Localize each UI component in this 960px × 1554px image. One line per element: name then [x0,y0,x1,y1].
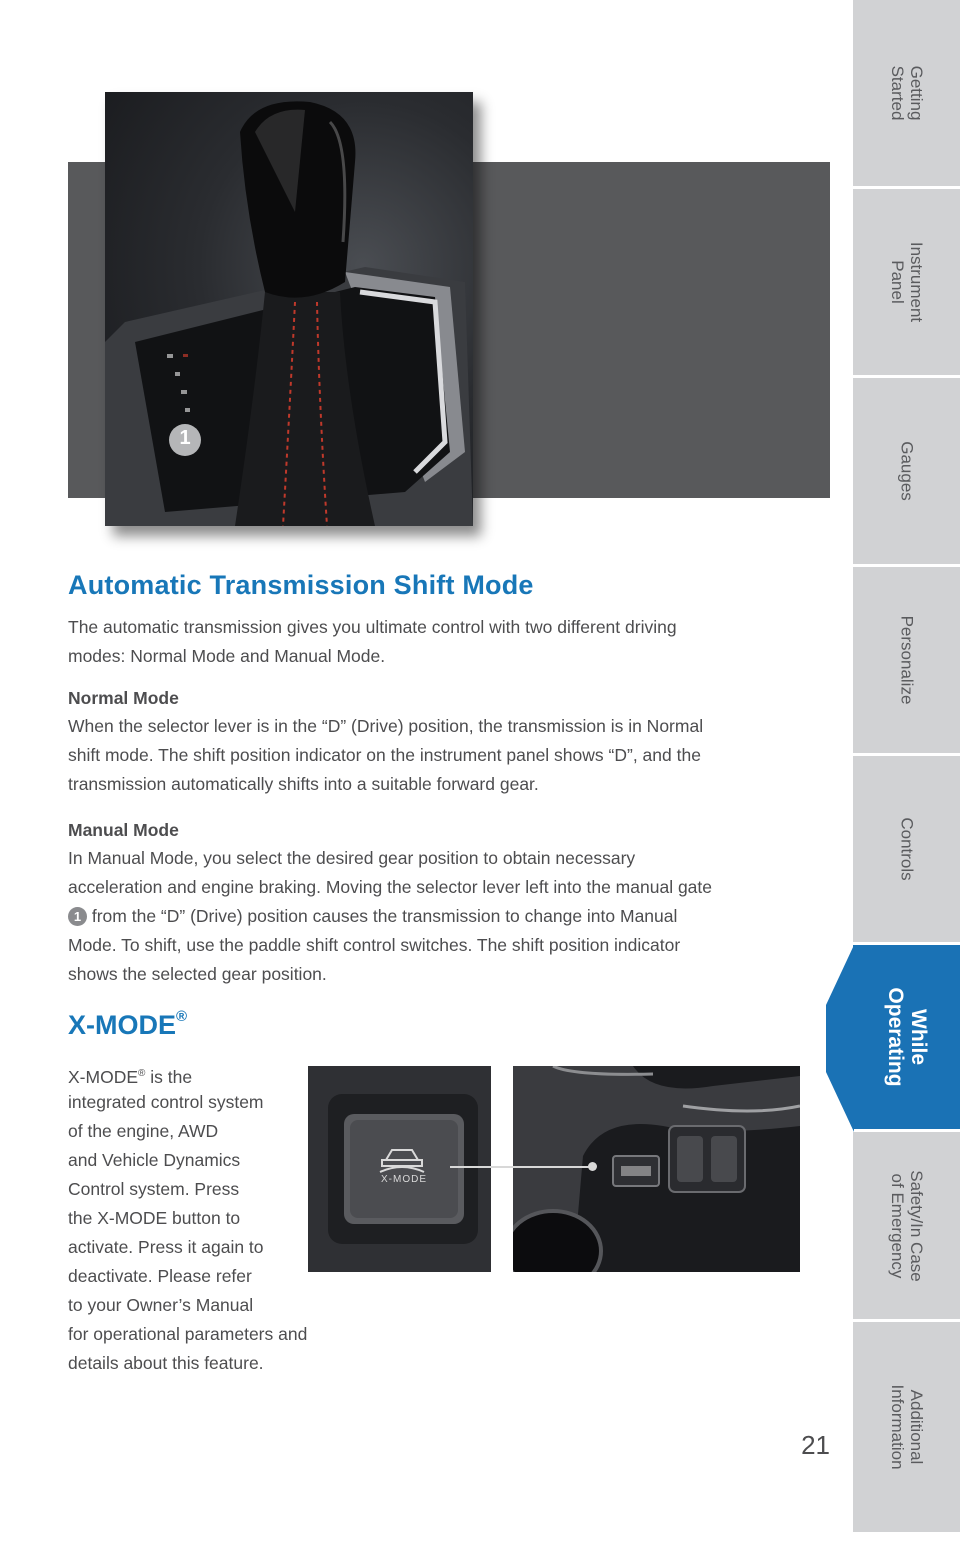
tab-getting-started[interactable]: Getting Started [853,0,960,189]
manual-mode-line-4: Mode. To shift, use the paddle shift control switches. The shift position indicator [68,935,681,955]
normal-mode-line-2: shift mode. The shift position indicator on the instrument panel shows “D”, and the [68,745,701,765]
tab-additional-information[interactable]: Additional Information [853,1322,960,1535]
section-title-shift-mode: Automatic Transmission Shift Mode [68,570,534,600]
x-mode-callout-dot [588,1162,597,1171]
intro-line-2: modes: Normal Mode and Manual Mode. [68,646,386,666]
manual-mode-heading: Manual Mode [68,820,179,840]
x-mode-line: activate. Press it again to [68,1237,264,1257]
page-number: 21 [801,1430,830,1460]
manual-gate-callout: 1 [179,427,191,449]
section-tabs [853,0,960,1535]
tab-instrument-panel[interactable]: Instrument Panel [853,189,960,378]
shift-lever-photo [105,92,473,526]
normal-mode-line-3: transmission automatically shifts into a suitable forward gear. [68,774,539,794]
tab-gauges[interactable]: Gauges [853,378,960,567]
x-mode-line: details about this feature. [68,1353,264,1373]
x-mode-line: Control system. Press [68,1179,240,1199]
x-mode-button-photo [308,1066,491,1272]
x-mode-line: the X-MODE button to [68,1208,241,1228]
x-mode-line: of the engine, AWD [68,1121,219,1141]
manual-mode-line-1: In Manual Mode, you select the desired gear position to obtain necessary [68,848,636,868]
center-console-photo [513,1066,800,1272]
tab-personalize[interactable]: Personalize [853,567,960,756]
normal-mode-line-1: When the selector lever is in the “D” (Drive) position, the transmission is in Normal [68,716,704,736]
x-mode-line: integrated control system [68,1092,264,1112]
x-mode-callout-line [450,1166,593,1168]
manual-mode-line-2: acceleration and engine braking. Moving the selector lever left into the manual gate [68,877,713,897]
manual-mode-line-3: 1 from the “D” (Drive) position causes the transmission to change into Manual [68,902,677,931]
x-mode-line: deactivate. Please refer [68,1266,252,1286]
x-mode-button-label: X-MODE [381,1174,427,1185]
x-mode-line: for operational parameters and [68,1324,308,1344]
active-tab-wedge [826,945,854,1132]
manual-mode-line-5: shows the selected gear position. [68,964,327,984]
normal-mode-heading: Normal Mode [68,688,179,708]
intro-line-1: The automatic transmission gives you ultimate control with two different driving [68,617,677,637]
x-mode-line: to your Owner’s Manual [68,1295,254,1315]
shift-lever-illustration [105,92,473,526]
tab-controls[interactable]: Controls [853,756,960,945]
tab-while-operating[interactable]: While Operating [853,945,960,1132]
x-mode-line: X-MODE® is the [68,1066,193,1087]
section-title-x-mode: X-MODE® [68,1008,188,1040]
manual-gate-reference: 1 [68,907,87,926]
x-mode-line: and Vehicle Dynamics [68,1150,241,1170]
tab-safety-emergency[interactable]: Safety/In Case of Emergency [853,1132,960,1322]
